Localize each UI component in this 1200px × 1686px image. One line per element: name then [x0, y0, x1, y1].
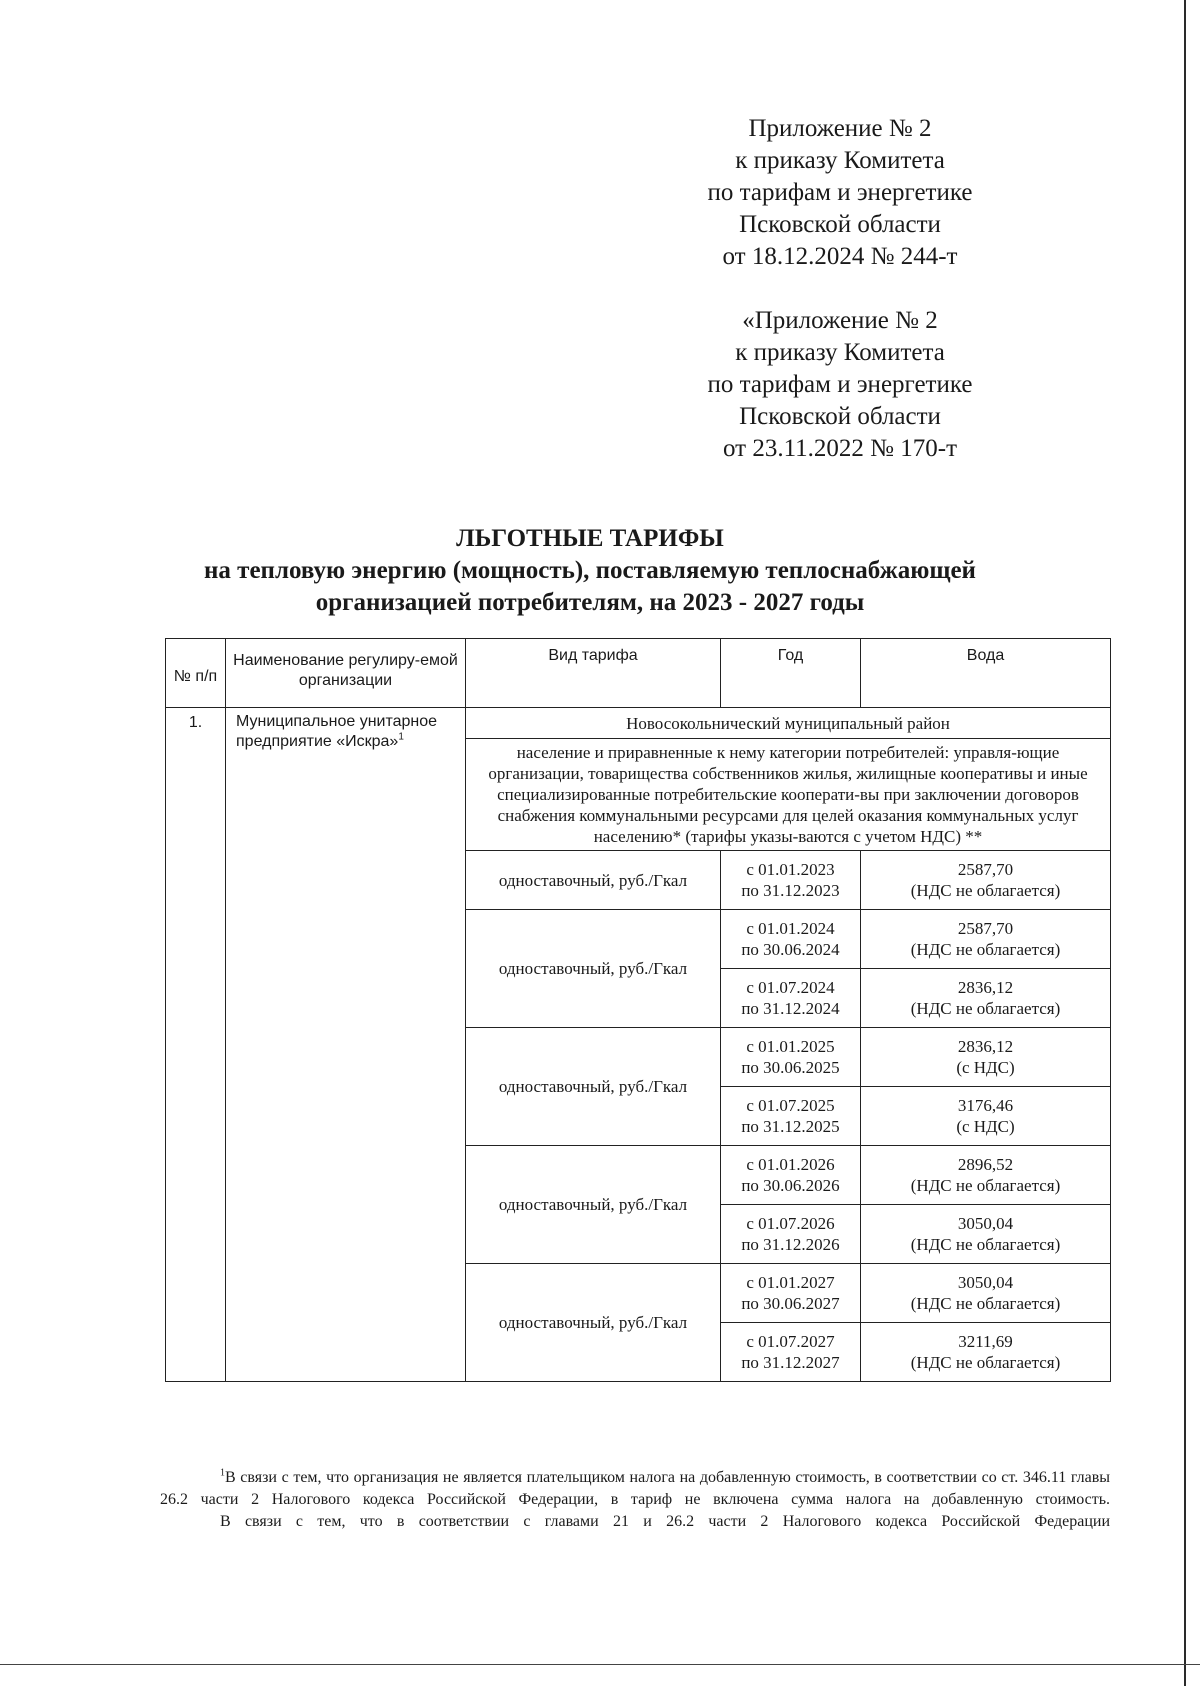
document-title	[150, 523, 1030, 619]
page-bottom-line	[0, 1664, 1200, 1665]
value-cell	[861, 1087, 1111, 1146]
tariff-value: 2836,12	[957, 978, 1014, 997]
row-number: 1.	[166, 708, 226, 1382]
footnote-text: В связи с тем, что организация не является плательщиком налога на добавленную стоимость, в соответствии со ст. 346.11 главы 26.2 части 2 Налогового кодекса Российской Федерации, в тариф не включена сумма налога на добавленную стоимость.	[160, 1469, 1110, 1508]
header-tariff-type: Вид тарифа	[466, 639, 721, 708]
appendix-line: Псковской области	[739, 403, 941, 430]
vat-note: (НДС не облагается)	[910, 999, 1061, 1018]
period-cell	[721, 1323, 861, 1382]
period-to: по 30.06.2027	[741, 1294, 840, 1313]
appendix-previous-block	[660, 305, 1020, 465]
period-cell	[721, 1146, 861, 1205]
period-from: с 01.01.2027	[746, 1273, 835, 1292]
tariff-value: 3211,69	[958, 1332, 1013, 1351]
organization-footnote-mark: 1	[398, 731, 404, 743]
period-from: с 01.01.2023	[746, 860, 835, 879]
period-from: с 01.07.2026	[746, 1214, 835, 1233]
period-from: с 01.01.2026	[746, 1155, 835, 1174]
tariff-value: 2587,70	[957, 860, 1014, 879]
appendix-current-block	[660, 113, 1020, 273]
title-line-1: ЛЬГОТНЫЕ ТАРИФЫ	[456, 525, 724, 552]
footnote-mark: 1	[220, 1467, 225, 1479]
value-cell	[861, 1028, 1111, 1087]
organization-name: Муниципальное унитарное предприятие «Искра»	[236, 713, 438, 750]
period-cell	[721, 910, 861, 969]
value-cell	[861, 1264, 1111, 1323]
period-to: по 30.06.2026	[741, 1176, 840, 1195]
tariff-value: 3176,46	[957, 1096, 1014, 1115]
tariff-value: 3050,04	[957, 1273, 1014, 1292]
period-from: с 01.01.2025	[746, 1037, 835, 1056]
value-cell	[861, 1323, 1111, 1382]
header-org: Наименование регулиру-емой организации	[226, 639, 466, 708]
period-cell	[721, 1028, 861, 1087]
tariff-type: одноставочный, руб./Гкал	[466, 910, 721, 1028]
value-cell	[861, 969, 1111, 1028]
vat-note: (с НДС)	[956, 1117, 1015, 1136]
tariff-table	[165, 638, 1111, 1382]
tariff-type: одноставочный, руб./Гкал	[466, 1146, 721, 1264]
period-to: по 31.12.2027	[741, 1353, 840, 1372]
appendix-line: Псковской области	[739, 211, 941, 238]
vat-note: (НДС не облагается)	[910, 881, 1061, 900]
value-cell	[861, 1205, 1111, 1264]
tariff-value: 2836,12	[957, 1037, 1014, 1056]
title-line-3: организацией потребителям, на 2023 - 2027 годы	[315, 589, 865, 616]
period-from: с 01.07.2027	[746, 1332, 835, 1351]
page-edge	[1184, 0, 1186, 1686]
vat-note: (НДС не облагается)	[910, 1353, 1061, 1372]
table-row	[166, 708, 1111, 739]
period-from: с 01.07.2024	[746, 978, 835, 997]
tariff-type: одноставочный, руб./Гкал	[466, 1264, 721, 1382]
period-to: по 30.06.2025	[741, 1058, 840, 1077]
appendix-line: по тарифам и энергетике	[707, 371, 973, 398]
value-cell	[861, 1146, 1111, 1205]
header-year: Год	[721, 639, 861, 708]
tariff-value: 2587,70	[957, 919, 1014, 938]
header-num: № п/п	[166, 639, 226, 708]
period-to: по 31.12.2024	[741, 999, 840, 1018]
period-cell	[721, 969, 861, 1028]
footnote-continued: В связи с тем, что в соответствии с главами 21 и 26.2 части 2 Налогового кодекса Российской Федерации	[220, 1513, 1110, 1530]
period-to: по 30.06.2024	[741, 940, 840, 959]
appendix-line: от 23.11.2022 № 170-т	[722, 435, 958, 462]
period-from: с 01.07.2025	[746, 1096, 835, 1115]
header-water: Вода	[861, 639, 1111, 708]
tariff-type: одноставочный, руб./Гкал	[466, 1028, 721, 1146]
vat-note: (НДС не облагается)	[910, 1176, 1061, 1195]
appendix-line: Приложение № 2	[748, 115, 932, 142]
period-to: по 31.12.2025	[741, 1117, 840, 1136]
appendix-line: по тарифам и энергетике	[707, 179, 973, 206]
appendix-line: «Приложение № 2	[742, 307, 938, 334]
vat-note: (НДС не облагается)	[910, 940, 1061, 959]
vat-note: (НДС не облагается)	[910, 1294, 1061, 1313]
district-name: Новосокольнический муниципальный район	[466, 708, 1111, 739]
period-cell	[721, 1087, 861, 1146]
table-header-row	[166, 639, 1111, 708]
period-cell	[721, 1264, 861, 1323]
period-from: с 01.01.2024	[746, 919, 835, 938]
vat-note: (НДС не облагается)	[910, 1235, 1061, 1254]
tariff-type: одноставочный, руб./Гкал	[466, 851, 721, 910]
footnote-paragraph	[160, 1467, 1110, 1511]
tariff-value: 2896,52	[957, 1155, 1014, 1174]
organization-cell	[226, 708, 466, 1382]
appendix-line: к приказу Комитета	[735, 339, 945, 366]
appendix-line: к приказу Комитета	[735, 147, 945, 174]
footnote-block	[160, 1467, 1110, 1533]
period-to: по 31.12.2026	[741, 1235, 840, 1254]
value-cell	[861, 910, 1111, 969]
vat-note: (с НДС)	[956, 1058, 1015, 1077]
title-line-2: на тепловую энергию (мощность), поставляемую теплоснабжающей	[204, 557, 976, 584]
tariff-value: 3050,04	[957, 1214, 1014, 1233]
value-cell	[861, 851, 1111, 910]
period-cell	[721, 851, 861, 910]
period-cell	[721, 1205, 861, 1264]
appendix-line: от 18.12.2024 № 244-т	[722, 243, 958, 270]
consumer-category: население и приравненные к нему категории потребителей: управля-ющие организации, товарищества собственников жилья, жилищные кооперативы и иные специализированные потребительские кооперати-вы при заключении договоров снабжения коммунальными ресурсами для целей оказания коммунальных услуг населению* (тарифы указы-ваются с учетом НДС) **	[466, 739, 1111, 851]
period-to: по 31.12.2023	[741, 881, 840, 900]
